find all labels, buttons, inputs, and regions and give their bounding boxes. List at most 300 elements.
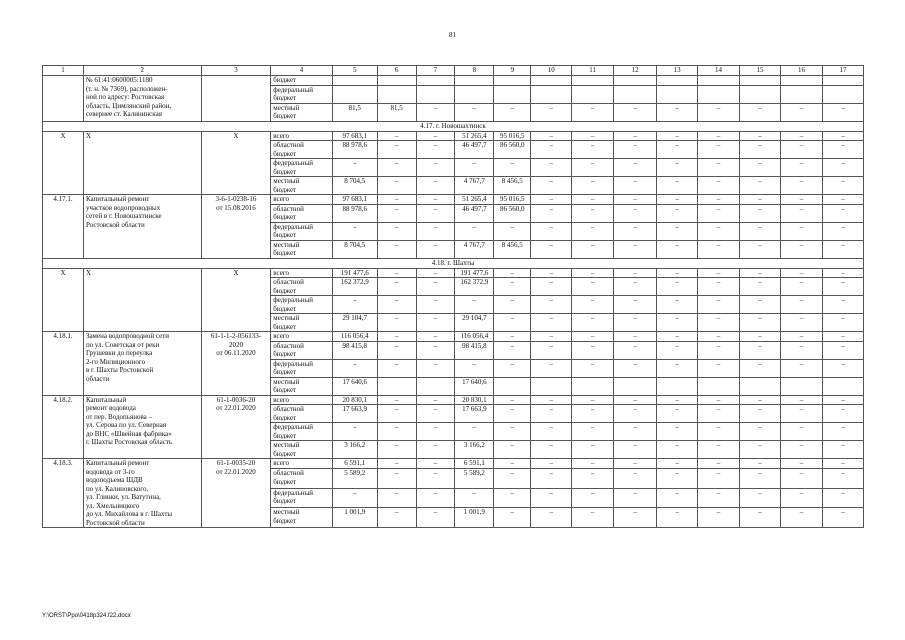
amount-cell: – <box>531 177 572 195</box>
item-number <box>43 76 84 122</box>
amount-cell: 1 001,9 <box>455 508 494 528</box>
budget-source: федеральный бюджет <box>271 159 332 177</box>
amount-cell: 191 477,6 <box>455 268 494 278</box>
amount-cell: – <box>822 395 863 405</box>
amount-cell: – <box>494 405 531 423</box>
column-number: 10 <box>531 66 572 76</box>
amount-cell: – <box>494 103 531 121</box>
table-row <box>43 76 864 86</box>
amount-cell: – <box>614 395 657 405</box>
column-number: 17 <box>822 66 863 76</box>
amount-cell: – <box>377 141 416 159</box>
amount-cell: – <box>780 359 822 377</box>
amount-cell: – <box>377 395 416 405</box>
section-header-row <box>43 121 864 131</box>
amount-cell: – <box>740 159 781 177</box>
amount-cell: – <box>531 314 572 332</box>
amount-cell <box>657 76 698 86</box>
amount-cell: – <box>780 441 822 459</box>
object-name: X <box>83 131 201 195</box>
amount-cell: 98 415,8 <box>332 341 377 359</box>
amount-cell: – <box>822 459 863 469</box>
column-number: 15 <box>740 66 781 76</box>
budget-table <box>42 65 864 528</box>
amount-cell: – <box>657 332 698 342</box>
budget-source: федеральный бюджет <box>271 296 332 314</box>
amount-cell <box>780 377 822 395</box>
amount-cell: – <box>572 268 614 278</box>
amount-cell: – <box>572 341 614 359</box>
section-title: 4.18. г. Шахты <box>43 258 864 268</box>
amount-cell <box>455 85 494 103</box>
amount-cell: – <box>614 359 657 377</box>
amount-cell: – <box>572 278 614 296</box>
amount-cell: – <box>780 314 822 332</box>
amount-cell: – <box>780 488 822 508</box>
amount-cell: – <box>740 405 781 423</box>
budget-source: всего <box>271 131 332 141</box>
object-name: № 61:41:0600005:1180 (т. н. № 7369), расположен- ной по адресу: Ростовская область, Цимлянский район, севернее ст. Калининская <box>83 76 201 122</box>
amount-cell: – <box>416 278 455 296</box>
amount-cell: – <box>614 405 657 423</box>
amount-cell: – <box>822 441 863 459</box>
amount-cell: – <box>657 240 698 258</box>
amount-cell <box>614 76 657 86</box>
amount-cell: – <box>657 441 698 459</box>
expertise-code <box>201 76 271 122</box>
amount-cell: 20 830,1 <box>332 395 377 405</box>
amount-cell: – <box>657 177 698 195</box>
amount-cell: – <box>740 240 781 258</box>
budget-source: местный бюджет <box>271 103 332 121</box>
amount-cell <box>780 76 822 86</box>
amount-cell: 17 640,6 <box>455 377 494 395</box>
amount-cell: – <box>740 278 781 296</box>
amount-cell: – <box>780 222 822 240</box>
amount-cell: – <box>494 159 531 177</box>
amount-cell: 17 663,9 <box>455 405 494 423</box>
amount-cell: – <box>377 459 416 469</box>
amount-cell: – <box>572 459 614 469</box>
amount-cell: – <box>740 359 781 377</box>
object-name: Замена водопроводной сети по ул. Советская от реки Грушевки до переулка 2-го Милиционного в г. Шахты Ростовской области <box>83 332 201 396</box>
amount-cell <box>780 85 822 103</box>
amount-cell: 95 016,5 <box>494 131 531 141</box>
amount-cell: – <box>614 488 657 508</box>
column-number: 2 <box>83 66 201 76</box>
amount-cell <box>822 377 863 395</box>
amount-cell: – <box>572 177 614 195</box>
budget-source: местный бюджет <box>271 240 332 258</box>
amount-cell <box>657 377 698 395</box>
amount-cell: 3 166,2 <box>332 441 377 459</box>
amount-cell: – <box>698 103 740 121</box>
amount-cell <box>377 85 416 103</box>
amount-cell: – <box>614 341 657 359</box>
amount-cell <box>416 377 455 395</box>
amount-cell: – <box>698 240 740 258</box>
amount-cell <box>822 76 863 86</box>
amount-cell: – <box>416 240 455 258</box>
amount-cell: – <box>740 508 781 528</box>
amount-cell <box>332 85 377 103</box>
amount-cell: – <box>822 141 863 159</box>
amount-cell: – <box>822 296 863 314</box>
amount-cell: – <box>780 459 822 469</box>
amount-cell: – <box>698 359 740 377</box>
column-number: 16 <box>780 66 822 76</box>
item-number: X <box>43 268 84 332</box>
amount-cell <box>494 377 531 395</box>
amount-cell: 20 830,1 <box>455 395 494 405</box>
amount-cell: – <box>822 177 863 195</box>
amount-cell: – <box>822 469 863 489</box>
amount-cell: – <box>657 195 698 205</box>
budget-source: областной бюджет <box>271 204 332 222</box>
amount-cell: – <box>531 240 572 258</box>
amount-cell <box>572 76 614 86</box>
amount-cell: – <box>416 103 455 121</box>
column-number: 7 <box>416 66 455 76</box>
expertise-code: 61-1-0036-20 от 22.01.2020 <box>201 395 271 459</box>
amount-cell: – <box>572 332 614 342</box>
amount-cell <box>377 377 416 395</box>
amount-cell: – <box>614 332 657 342</box>
amount-cell: – <box>416 204 455 222</box>
amount-cell: – <box>494 508 531 528</box>
object-name: X <box>83 268 201 332</box>
amount-cell: – <box>332 296 377 314</box>
amount-cell: – <box>531 405 572 423</box>
amount-cell: – <box>698 405 740 423</box>
amount-cell: – <box>494 296 531 314</box>
amount-cell: – <box>698 159 740 177</box>
amount-cell: – <box>657 204 698 222</box>
budget-source: федеральный бюджет <box>271 488 332 508</box>
amount-cell: – <box>572 141 614 159</box>
budget-source: всего <box>271 268 332 278</box>
amount-cell: – <box>416 131 455 141</box>
amount-cell: – <box>377 177 416 195</box>
amount-cell: – <box>780 508 822 528</box>
amount-cell: – <box>377 359 416 377</box>
amount-cell: – <box>614 103 657 121</box>
amount-cell <box>416 76 455 86</box>
amount-cell: – <box>377 268 416 278</box>
column-number: 6 <box>377 66 416 76</box>
amount-cell: – <box>740 423 781 441</box>
budget-source: областной бюджет <box>271 141 332 159</box>
amount-cell: – <box>740 204 781 222</box>
table-row <box>43 195 864 205</box>
amount-cell: – <box>740 141 781 159</box>
amount-cell: – <box>780 341 822 359</box>
amount-cell: – <box>494 395 531 405</box>
amount-cell: – <box>531 332 572 342</box>
amount-cell: – <box>531 423 572 441</box>
amount-cell: – <box>780 332 822 342</box>
amount-cell: 97 683,1 <box>332 195 377 205</box>
amount-cell: 29 104,7 <box>332 314 377 332</box>
amount-cell <box>657 85 698 103</box>
amount-cell: – <box>531 469 572 489</box>
amount-cell: – <box>332 488 377 508</box>
budget-source: областной бюджет <box>271 469 332 489</box>
amount-cell: – <box>822 488 863 508</box>
amount-cell: – <box>332 222 377 240</box>
budget-source: всего <box>271 332 332 342</box>
amount-cell: – <box>494 341 531 359</box>
amount-cell <box>531 85 572 103</box>
amount-cell: – <box>698 195 740 205</box>
expertise-code: 61-1-1-2-056133- 2020 от 06.11.2020 <box>201 332 271 396</box>
amount-cell: – <box>780 131 822 141</box>
amount-cell: – <box>614 278 657 296</box>
amount-cell: – <box>377 508 416 528</box>
amount-cell: – <box>416 296 455 314</box>
item-number: 4.17.1. <box>43 195 84 259</box>
amount-cell: 1 001,9 <box>332 508 377 528</box>
amount-cell: – <box>494 469 531 489</box>
amount-cell: – <box>822 222 863 240</box>
amount-cell: – <box>494 488 531 508</box>
amount-cell: – <box>416 314 455 332</box>
budget-source: местный бюджет <box>271 508 332 528</box>
amount-cell: 6 591,1 <box>455 459 494 469</box>
amount-cell: – <box>377 159 416 177</box>
amount-cell <box>416 85 455 103</box>
amount-cell: – <box>531 222 572 240</box>
amount-cell: – <box>572 423 614 441</box>
amount-cell: – <box>698 332 740 342</box>
column-number-row <box>43 66 864 76</box>
amount-cell: – <box>657 268 698 278</box>
column-number: 8 <box>455 66 494 76</box>
amount-cell: – <box>657 296 698 314</box>
amount-cell: – <box>657 103 698 121</box>
amount-cell: – <box>531 459 572 469</box>
amount-cell: – <box>822 195 863 205</box>
amount-cell: 29 104,7 <box>455 314 494 332</box>
amount-cell: – <box>494 278 531 296</box>
amount-cell: – <box>531 278 572 296</box>
amount-cell: – <box>572 296 614 314</box>
amount-cell: – <box>614 222 657 240</box>
amount-cell: 116 056,4 <box>455 332 494 342</box>
amount-cell: – <box>740 268 781 278</box>
amount-cell: – <box>416 222 455 240</box>
amount-cell: – <box>614 441 657 459</box>
amount-cell: – <box>657 395 698 405</box>
amount-cell: – <box>822 405 863 423</box>
amount-cell <box>822 85 863 103</box>
budget-source: федеральный бюджет <box>271 423 332 441</box>
amount-cell: – <box>455 296 494 314</box>
amount-cell <box>614 377 657 395</box>
amount-cell: – <box>740 332 781 342</box>
expertise-code: 61-1-0035-20 от 22.01.2020 <box>201 459 271 528</box>
amount-cell: – <box>698 423 740 441</box>
budget-source: федеральный бюджет <box>271 222 332 240</box>
amount-cell: – <box>780 195 822 205</box>
amount-cell: – <box>455 222 494 240</box>
expertise-code: X <box>201 268 271 332</box>
amount-cell: – <box>698 314 740 332</box>
amount-cell: – <box>740 195 781 205</box>
amount-cell: – <box>740 177 781 195</box>
amount-cell: 8 704,5 <box>332 240 377 258</box>
amount-cell: 81,5 <box>332 103 377 121</box>
amount-cell: – <box>531 395 572 405</box>
amount-cell: – <box>531 341 572 359</box>
amount-cell: – <box>698 141 740 159</box>
amount-cell: – <box>494 314 531 332</box>
amount-cell: – <box>455 103 494 121</box>
amount-cell: – <box>614 177 657 195</box>
amount-cell: – <box>780 141 822 159</box>
amount-cell: 17 663,9 <box>332 405 377 423</box>
column-number: 1 <box>43 66 84 76</box>
amount-cell: 81,5 <box>377 103 416 121</box>
amount-cell <box>332 76 377 86</box>
amount-cell: – <box>572 159 614 177</box>
amount-cell <box>740 85 781 103</box>
amount-cell: – <box>822 341 863 359</box>
amount-cell <box>740 377 781 395</box>
amount-cell: – <box>614 195 657 205</box>
budget-source: областной бюджет <box>271 278 332 296</box>
amount-cell: – <box>822 332 863 342</box>
item-number: 4.18.1. <box>43 332 84 396</box>
amount-cell: 162 372,9 <box>455 278 494 296</box>
amount-cell: – <box>740 395 781 405</box>
amount-cell: 46 497,7 <box>455 141 494 159</box>
amount-cell: – <box>377 441 416 459</box>
amount-cell: – <box>531 359 572 377</box>
amount-cell: – <box>531 268 572 278</box>
amount-cell: – <box>822 159 863 177</box>
amount-cell: – <box>822 278 863 296</box>
amount-cell: – <box>698 395 740 405</box>
amount-cell: 4 767,7 <box>455 240 494 258</box>
amount-cell: – <box>657 159 698 177</box>
expertise-code: 3-6-1-0238-16 от 15.08.2016 <box>201 195 271 259</box>
table-row <box>43 332 864 342</box>
budget-source: всего <box>271 395 332 405</box>
amount-cell: – <box>416 423 455 441</box>
amount-cell <box>531 76 572 86</box>
amount-cell: – <box>657 405 698 423</box>
amount-cell: – <box>416 341 455 359</box>
amount-cell: – <box>698 177 740 195</box>
amount-cell: – <box>455 423 494 441</box>
amount-cell: – <box>780 240 822 258</box>
amount-cell: – <box>614 469 657 489</box>
amount-cell: – <box>332 423 377 441</box>
amount-cell: – <box>416 395 455 405</box>
amount-cell: – <box>657 341 698 359</box>
amount-cell: – <box>780 268 822 278</box>
budget-source: областной бюджет <box>271 405 332 423</box>
amount-cell: – <box>822 103 863 121</box>
amount-cell: – <box>698 459 740 469</box>
amount-cell: – <box>822 240 863 258</box>
amount-cell: – <box>332 359 377 377</box>
amount-cell: – <box>416 359 455 377</box>
table-row <box>43 268 864 278</box>
amount-cell: – <box>377 423 416 441</box>
amount-cell: – <box>822 204 863 222</box>
budget-source: федеральный бюджет <box>271 85 332 103</box>
amount-cell: – <box>416 332 455 342</box>
amount-cell: – <box>614 204 657 222</box>
amount-cell: – <box>822 359 863 377</box>
column-number: 9 <box>494 66 531 76</box>
amount-cell <box>494 85 531 103</box>
amount-cell: – <box>740 103 781 121</box>
amount-cell: – <box>614 459 657 469</box>
amount-cell: 17 640,6 <box>332 377 377 395</box>
object-name: Капитальный ремонт участков водопроводных сетей в г. Новошахтинске Ростовской области <box>83 195 201 259</box>
amount-cell: – <box>531 296 572 314</box>
amount-cell: – <box>740 459 781 469</box>
amount-cell: – <box>740 488 781 508</box>
amount-cell <box>614 85 657 103</box>
amount-cell: – <box>416 508 455 528</box>
amount-cell: – <box>416 177 455 195</box>
amount-cell: – <box>531 508 572 528</box>
budget-source: местный бюджет <box>271 377 332 395</box>
amount-cell: – <box>698 204 740 222</box>
amount-cell: – <box>455 488 494 508</box>
column-number: 4 <box>271 66 332 76</box>
amount-cell: – <box>572 508 614 528</box>
column-number: 12 <box>614 66 657 76</box>
amount-cell: – <box>780 177 822 195</box>
item-number: 4.18.3. <box>43 459 84 528</box>
amount-cell: – <box>455 359 494 377</box>
amount-cell: – <box>455 159 494 177</box>
amount-cell: – <box>698 469 740 489</box>
amount-cell: – <box>572 195 614 205</box>
amount-cell: – <box>494 268 531 278</box>
amount-cell: – <box>377 204 416 222</box>
amount-cell: – <box>416 405 455 423</box>
column-number: 3 <box>201 66 271 76</box>
amount-cell: 88 978,6 <box>332 141 377 159</box>
amount-cell: – <box>531 103 572 121</box>
amount-cell: – <box>822 131 863 141</box>
amount-cell: – <box>416 441 455 459</box>
budget-source: всего <box>271 459 332 469</box>
table-row <box>43 459 864 469</box>
amount-cell: 88 978,6 <box>332 204 377 222</box>
amount-cell: – <box>614 131 657 141</box>
budget-source: бюджет <box>271 76 332 86</box>
object-name: Капитальный ремонт водовода от пер. Водопьянова – ул. Серова по ул. Северная до ВНС «Швейная фабрика» г. Шахты Ростовская область <box>83 395 201 459</box>
amount-cell: 8 456,5 <box>494 177 531 195</box>
amount-cell: – <box>614 296 657 314</box>
amount-cell: – <box>822 314 863 332</box>
table-body <box>43 66 864 528</box>
amount-cell: – <box>531 204 572 222</box>
amount-cell: – <box>531 195 572 205</box>
amount-cell: – <box>657 359 698 377</box>
amount-cell <box>572 85 614 103</box>
amount-cell: 8 456,5 <box>494 240 531 258</box>
column-number: 14 <box>698 66 740 76</box>
amount-cell: – <box>780 296 822 314</box>
